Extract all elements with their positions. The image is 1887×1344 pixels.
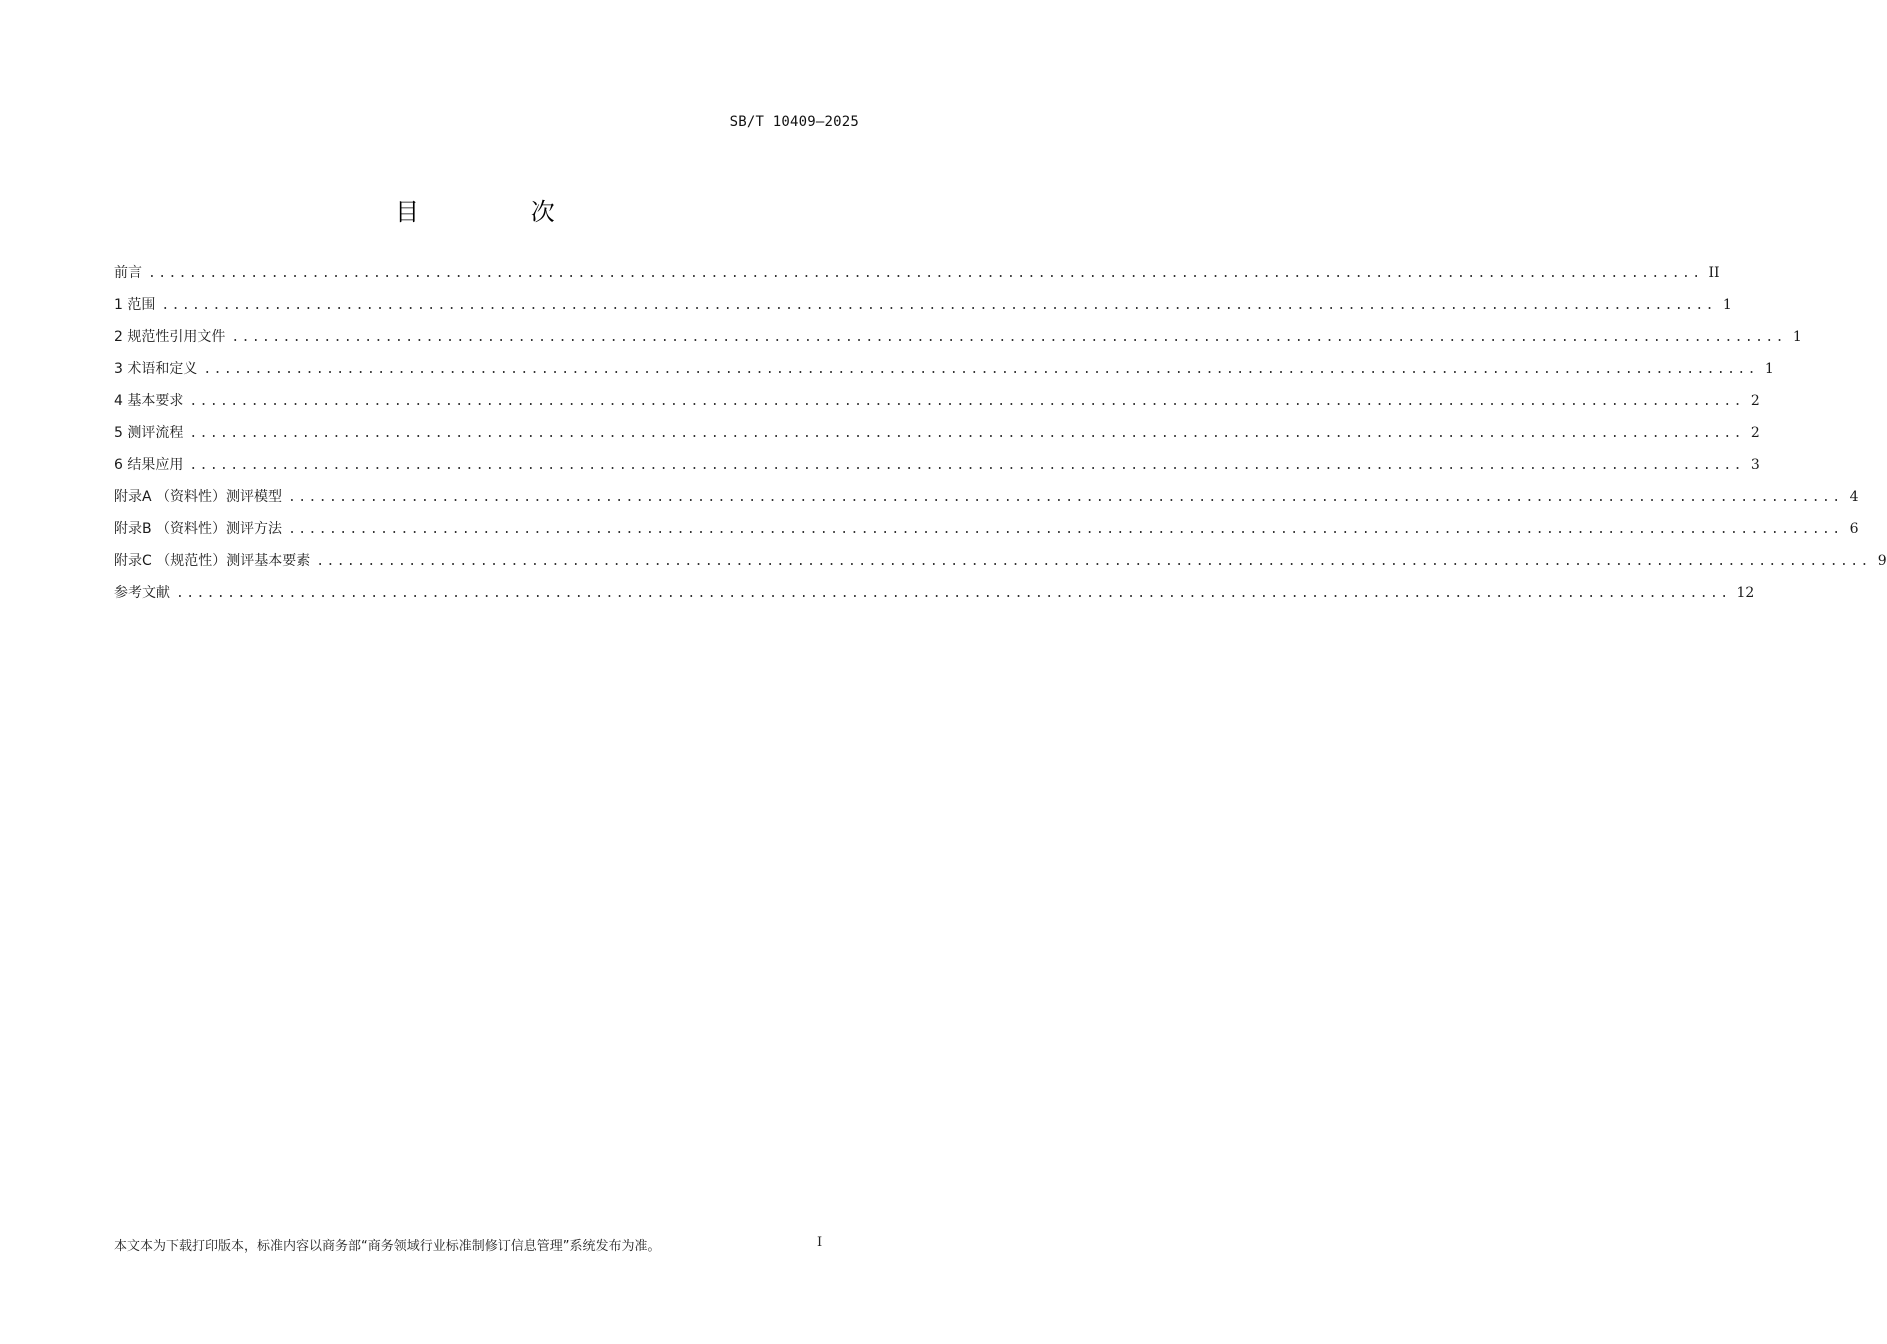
toc-dot-leader: ........................................................................................................................................................: [231, 330, 1786, 345]
toc-entry-basic-requirements[interactable]: [114, 390, 1760, 422]
toc-entry-label: 6 结果应用: [114, 457, 184, 473]
table-of-contents: [114, 262, 1887, 614]
footer-disclaimer: 本文本为下载打印版本，标准内容以商务部“商务领域行业标准制修订信息管理”系统发布为准。: [114, 1239, 661, 1254]
toc-entry-foreword[interactable]: [114, 262, 1720, 294]
toc-entry-label: 4 基本要求: [114, 393, 184, 409]
toc-entry-page: 3: [1750, 457, 1760, 473]
toc-dot-leader: ........................................................................................................................................................: [189, 458, 1744, 473]
toc-entry-normative-references[interactable]: [114, 326, 1802, 358]
toc-entry-label: 附录A （资料性）测评模型: [114, 489, 283, 505]
toc-entry-label: 前言: [114, 265, 142, 281]
toc-entry-page: 6: [1849, 521, 1859, 537]
toc-entry-appendix-c[interactable]: [114, 550, 1887, 582]
toc-dot-leader: ........................................................................................................................................................: [288, 490, 1843, 505]
toc-dot-leader: ........................................................................................................................................................: [148, 266, 1703, 281]
toc-entry-result-application[interactable]: [114, 454, 1760, 486]
toc-entry-evaluation-process[interactable]: [114, 422, 1760, 454]
toc-dot-leader: ........................................................................................................................................................: [176, 586, 1731, 601]
toc-entry-label: 3 术语和定义: [114, 361, 198, 377]
footer-page-number: I: [817, 1235, 823, 1250]
toc-dot-leader: ........................................................................................................................................................: [316, 554, 1871, 569]
toc-entry-appendix-b[interactable]: [114, 518, 1859, 550]
toc-entry-scope[interactable]: [114, 294, 1732, 326]
toc-dot-leader: ........................................................................................................................................................: [161, 298, 1716, 313]
standard-code: SB/T 10409—2025: [729, 114, 859, 130]
toc-dot-leader: ........................................................................................................................................................: [189, 394, 1744, 409]
toc-entry-bibliography[interactable]: [114, 582, 1755, 614]
toc-entry-page: 12: [1736, 585, 1755, 601]
toc-entry-page: 9: [1877, 553, 1887, 569]
toc-entry-label: 5 测评流程: [114, 425, 184, 441]
toc-entry-page: 2: [1750, 393, 1760, 409]
toc-entry-terms-definitions[interactable]: [114, 358, 1774, 390]
toc-entry-page: II: [1708, 265, 1720, 281]
toc-entry-page: 1: [1792, 329, 1802, 345]
toc-entry-label: 1 范围: [114, 297, 156, 313]
toc-dot-leader: ........................................................................................................................................................: [203, 362, 1758, 377]
toc-entry-label: 2 规范性引用文件: [114, 329, 226, 345]
toc-entry-page: 2: [1750, 425, 1760, 441]
toc-entry-label: 参考文献: [114, 585, 170, 601]
toc-entry-page: 1: [1722, 297, 1732, 313]
toc-entry-label: 附录B （资料性）测评方法: [114, 521, 283, 537]
toc-title: 目 次: [395, 198, 607, 226]
toc-entry-appendix-a[interactable]: [114, 486, 1859, 518]
toc-entry-page: 1: [1764, 361, 1774, 377]
toc-entry-label: 附录C （规范性）测评基本要素: [114, 553, 311, 569]
toc-dot-leader: ........................................................................................................................................................: [189, 426, 1744, 441]
toc-dot-leader: ........................................................................................................................................................: [288, 522, 1843, 537]
toc-entry-page: 4: [1849, 489, 1859, 505]
